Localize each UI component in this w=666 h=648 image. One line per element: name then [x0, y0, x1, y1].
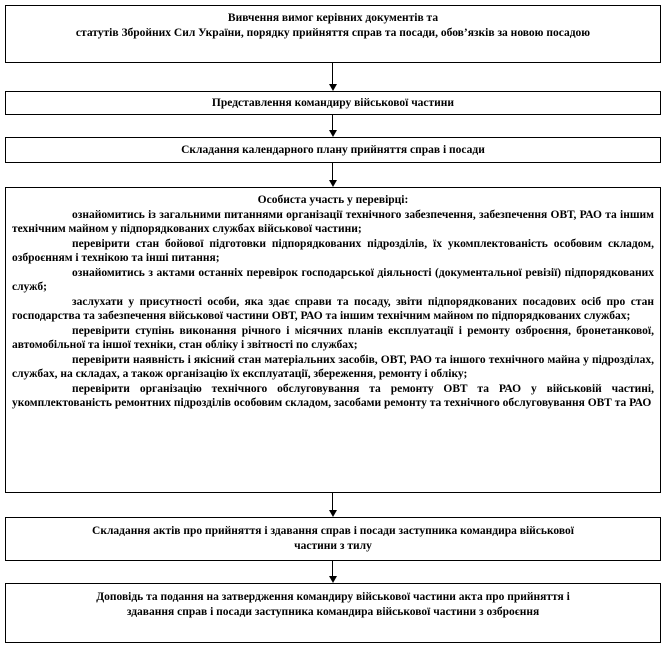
arrow-2 [332, 115, 333, 130]
step-4-item-5: перевірити ступінь виконання річного і місячних планів експлуатації і ремонту озброєння, бронетанкової, автомобільної та іншої техніки, стан обліку і звітності по службах; [12, 324, 654, 351]
step-4-title: Особиста участь у перевірці: [257, 194, 409, 206]
step-4-box [5, 187, 661, 493]
step-5-line-2: частини з тилу [294, 539, 372, 552]
step-4-item-3: ознайомитись з актами останніх перевірок господарської діяльності (документальної ревізії) підпорядкованих служб; [12, 266, 654, 293]
arrow-2-head [329, 130, 337, 137]
step-1-line-1: Вивчення вимог керівних документів та [227, 12, 439, 24]
arrow-3 [332, 163, 333, 180]
step-3-box [5, 137, 661, 163]
step-4-item-2: перевірити стан бойової підготовки підпорядкованих підрозділів, їх укомплектованість особовим складом, озброєнням і технікою та інші питання; [12, 237, 654, 264]
step-3-text: Складання календарного плану прийняття справ і посади [181, 144, 485, 156]
arrow-1-head [329, 84, 337, 91]
step-6-line-2: здавання справ і посади заступника командира військової частини з озброєння [126, 605, 540, 618]
step-4-item-7: перевірити організацію технічного обслуговування та ремонту ОВТ та РАО у військовій частині, укомплектованість ремонтних підрозділів особовим складом, засобами ремонту та технічного обслуговування ОВТ та РАО [12, 382, 654, 409]
step-4-item-6: перевірити наявність і якісний стан матеріальних засобів, ОВТ, РАО та іншого технічного майна у підрозділах, службах, на складах, а також організацію їх експлуатації, збереження, ремонту і обліку; [12, 353, 654, 380]
arrow-4-head [329, 510, 337, 517]
step-6-box [5, 583, 661, 643]
arrow-4 [332, 493, 333, 510]
arrow-1 [332, 63, 333, 84]
step-2-box [5, 91, 661, 115]
step-2-text: Представлення командиру військової частини [211, 97, 455, 109]
step-5-line-1: Складання актів про прийняття і здавання справ і посади заступника командира військової [92, 525, 574, 537]
step-4-item-4: заслухати у присутності особи, яка здає справи та посаду, звіти підпорядкованих посадових осіб про стан господарства та забезпечення військової частини ОВТ, РАО та іншим технічним майном по підпорядкованих службах; [12, 295, 654, 322]
arrow-5-head [329, 576, 337, 583]
step-5-box [5, 517, 661, 561]
step-4-item-1: ознайомитись із загальними питаннями організації технічного забезпечення, забезпечення ОВТ, РАО та іншим технічним майном у підпорядкованих службах військової частини; [12, 208, 654, 235]
arrow-3-head [329, 180, 337, 187]
arrow-5 [332, 561, 333, 576]
step-1-line-2: статутів Збройних Сил України, порядку прийняття справ та посади, обов’язків за новою посадою [75, 26, 591, 39]
step-6-line-1: Доповідь та подання на затвердження командиру військової частини акта про прийняття і [96, 591, 570, 603]
step-1-box [5, 5, 661, 63]
